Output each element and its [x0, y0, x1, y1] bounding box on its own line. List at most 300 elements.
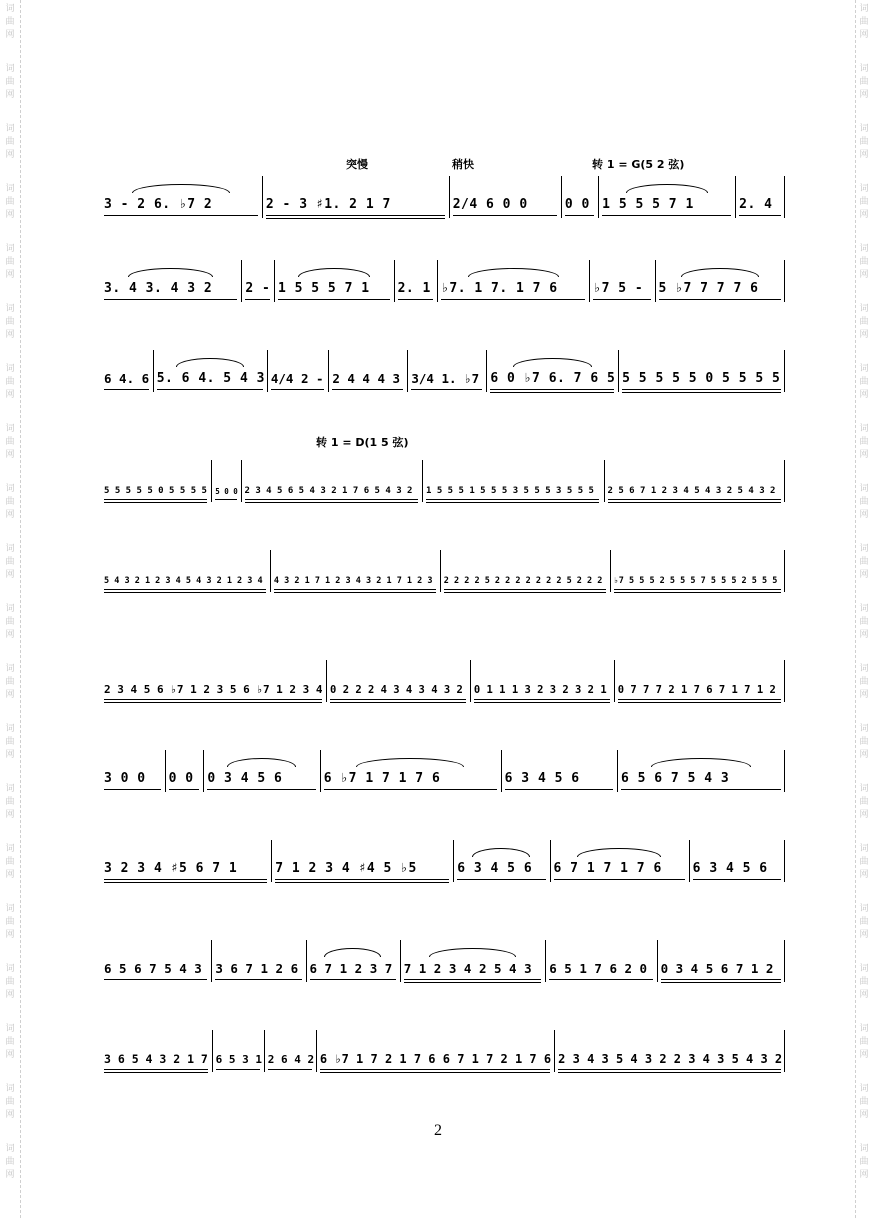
- measure: [422, 450, 603, 510]
- watermark-left-column: [2, 0, 21, 1218]
- beam-line: [441, 299, 585, 300]
- watermark-char: 网: [859, 930, 869, 940]
- measure: [453, 830, 549, 890]
- measure: [100, 830, 271, 890]
- measure-notes: 3. 4 3. 4 3 2: [104, 281, 213, 296]
- watermark-char: 词: [859, 364, 869, 374]
- watermark-char: 词: [859, 424, 869, 434]
- measure: [100, 540, 270, 600]
- measure: [212, 1020, 264, 1080]
- measure: [328, 340, 407, 400]
- watermark-char: 词: [859, 184, 869, 194]
- beam-line: [411, 389, 482, 390]
- measure: [735, 166, 785, 226]
- watermark-char: 词: [859, 604, 869, 614]
- measure-notes: 4/4 2 -: [270, 371, 324, 386]
- beam-line: [275, 879, 449, 880]
- measure-notes: 2. 1: [397, 281, 431, 296]
- measure-notes: 2 2 2 2 5 2 2 2 2 2 2 2 5 2 2 2: [443, 576, 603, 586]
- measure-notes: 2 3 4 5 6 ♭7 1 2 3 5 6 ♭7 1 2 3 4: [104, 683, 323, 696]
- barline: [784, 840, 785, 882]
- slur-arc: [132, 184, 229, 193]
- watermark-char: 曲: [5, 797, 15, 807]
- measure-notes: 0 3 4 5 6: [207, 771, 283, 786]
- measure-notes: 0 2 2 2 4 3 4 3 4 3 2: [330, 684, 463, 696]
- watermark-char: 词: [5, 844, 15, 854]
- beam-line: [271, 389, 324, 390]
- watermark-char: 网: [859, 210, 869, 220]
- slur-arc: [651, 758, 752, 767]
- beam-line: [549, 979, 652, 980]
- watermark-char: 曲: [5, 1157, 15, 1167]
- watermark-char: 曲: [859, 857, 869, 867]
- measure-notes: 2 4 4 4 3: [332, 371, 401, 386]
- watermark-char: 网: [859, 750, 869, 760]
- slur-arc: [472, 848, 530, 857]
- beam-line: [324, 789, 497, 790]
- measure-notes: 6 7 1 7 1 7 6: [553, 861, 662, 876]
- measure-notes: 0 1 1 1 3 2 3 2 3 2 1: [473, 684, 607, 696]
- watermark-char: 网: [5, 150, 15, 160]
- watermark-char: 词: [859, 904, 869, 914]
- watermark-char: 网: [859, 1050, 869, 1060]
- notation-row: [100, 540, 785, 600]
- measure-notes: 1 5 5 5 7 1: [602, 197, 694, 212]
- beam-line-double: [558, 1072, 781, 1073]
- measure: [264, 1020, 316, 1080]
- watermark-char: 曲: [859, 137, 869, 147]
- watermark-char: 网: [859, 330, 869, 340]
- measure-notes: 5. 6 4. 5 4 3: [156, 371, 265, 386]
- watermark-char: 词: [5, 1144, 15, 1154]
- watermark-char: 网: [5, 210, 15, 220]
- measure: [100, 450, 211, 510]
- measure-notes: 2 -: [245, 281, 271, 296]
- beam-line: [215, 499, 236, 500]
- measure: [610, 540, 785, 600]
- measure: [400, 930, 546, 990]
- slur-arc: [324, 948, 381, 957]
- measure: [550, 830, 689, 890]
- watermark-char: 词: [5, 724, 15, 734]
- watermark-char: 词: [5, 1024, 15, 1034]
- beam-line: [215, 979, 301, 980]
- measure-notes: 2 3 4 3 5 4 3 2 2 3 4 3 5 4 3 2: [558, 1052, 783, 1066]
- watermark-char: 曲: [859, 797, 869, 807]
- tempo-mark-sudden-slow: 突慢: [346, 158, 368, 171]
- barline: [784, 260, 785, 302]
- measure: [100, 1020, 212, 1080]
- watermark-char: 词: [5, 484, 15, 494]
- beam-line: [268, 1069, 312, 1070]
- watermark-char: 网: [859, 450, 869, 460]
- beam-line: [104, 699, 322, 700]
- measure-notes: 1 5 5 5 7 1: [277, 281, 370, 296]
- measure-notes: 2 6 4 2: [267, 1053, 315, 1066]
- beam-line: [216, 1069, 260, 1070]
- measure: [614, 650, 785, 710]
- beam-line: [207, 789, 315, 790]
- watermark-char: 词: [5, 424, 15, 434]
- watermark-char: 曲: [5, 77, 15, 87]
- measure-notes: 6 5 6 7 5 4 3: [620, 771, 730, 786]
- measure: [165, 740, 204, 800]
- watermark-char: 词: [859, 724, 869, 734]
- measure-notes: 6 5 3 1: [215, 1053, 263, 1066]
- measure: [100, 166, 262, 226]
- beam-line: [266, 215, 445, 216]
- barline: [784, 1030, 785, 1072]
- measure-notes: ♭7. 1 7. 1 7 6: [441, 281, 558, 296]
- measure-notes: 6 0 ♭7 6. 7 6 5: [490, 371, 616, 386]
- tempo-mark-slightly-faster: 稍快: [452, 158, 474, 171]
- beam-line-double: [104, 1072, 208, 1073]
- measure: [100, 740, 165, 800]
- beam-line: [104, 789, 161, 790]
- measure: [211, 450, 240, 510]
- slur-arc: [227, 758, 297, 767]
- watermark-char: 曲: [5, 497, 15, 507]
- watermark-char: 网: [859, 270, 869, 280]
- beam-line: [398, 299, 433, 300]
- measure: [100, 930, 211, 990]
- watermark-char: 词: [859, 964, 869, 974]
- watermark-char: 网: [5, 1110, 15, 1120]
- measure-notes: 2/4 6 0 0: [452, 197, 528, 212]
- beam-line: [554, 879, 685, 880]
- watermark-char: 曲: [5, 557, 15, 567]
- measure: [407, 340, 486, 400]
- measure-notes: 1 5 5 5 1 5 5 5 3 5 5 5 3 5 5 5: [426, 486, 594, 496]
- measure: [394, 250, 437, 310]
- beam-line: [490, 389, 614, 390]
- measure-notes: 6 7 1 2 3 7: [309, 961, 393, 976]
- beam-line-double: [104, 592, 266, 593]
- notation-row: [100, 740, 785, 800]
- watermark-char: 曲: [859, 1157, 869, 1167]
- measure-notes: 6 3 4 5 6: [692, 861, 768, 876]
- beam-line: [739, 215, 781, 216]
- measure-notes: 6 3 4 5 6: [504, 771, 580, 786]
- watermark-char: 曲: [859, 377, 869, 387]
- measure-notes: 6 ♭7 1 7 2 1 7 6 6 7 1 7 2 1 7 6: [319, 1052, 552, 1066]
- barline: [784, 750, 785, 792]
- watermark-char: 曲: [5, 677, 15, 687]
- beam-line: [453, 215, 557, 216]
- beam-line-double: [426, 502, 599, 503]
- watermark-char: 词: [5, 664, 15, 674]
- measure: [486, 340, 618, 400]
- beam-line: [332, 389, 403, 390]
- watermark-char: 网: [859, 1110, 869, 1120]
- beam-line: [245, 299, 270, 300]
- watermark-char: 词: [5, 784, 15, 794]
- measure: [262, 166, 449, 226]
- measure: [561, 166, 598, 226]
- watermark-char: 网: [5, 450, 15, 460]
- watermark-char: 网: [859, 390, 869, 400]
- measure: [203, 740, 319, 800]
- watermark-char: 词: [859, 64, 869, 74]
- beam-line: [245, 499, 418, 500]
- watermark-char: 词: [859, 784, 869, 794]
- watermark-char: 网: [859, 510, 869, 520]
- beam-line-double: [320, 1072, 550, 1073]
- measure-notes: 2 - 3 ♯1. 2 1 7: [265, 197, 391, 212]
- measure-notes: 5 4 3 2 1 2 3 4 5 4 3 2 1 2 3 4: [104, 576, 263, 586]
- watermark-right-column: [855, 0, 874, 1218]
- beam-line-double: [274, 592, 436, 593]
- watermark-char: 词: [859, 1024, 869, 1034]
- watermark-char: 曲: [859, 317, 869, 327]
- beam-line: [602, 215, 731, 216]
- beam-line: [659, 299, 781, 300]
- watermark-char: 网: [5, 990, 15, 1000]
- watermark-char: 词: [5, 964, 15, 974]
- watermark-char: 词: [859, 244, 869, 254]
- measure: [501, 740, 617, 800]
- watermark-char: 词: [5, 4, 15, 14]
- watermark-char: 网: [859, 690, 869, 700]
- watermark-char: 网: [5, 270, 15, 280]
- watermark-char: 曲: [5, 17, 15, 27]
- beam-line: [444, 589, 606, 590]
- beam-line: [104, 589, 266, 590]
- beam-line-double: [245, 502, 418, 503]
- barline: [784, 660, 785, 702]
- beam-line: [474, 699, 610, 700]
- watermark-char: 词: [5, 124, 15, 134]
- watermark-char: 词: [859, 664, 869, 674]
- beam-line: [593, 299, 650, 300]
- watermark-char: 词: [5, 604, 15, 614]
- measure: [211, 930, 305, 990]
- beam-line-double: [608, 502, 781, 503]
- measure-notes: 3/4 1. ♭7: [411, 371, 480, 386]
- barline: [784, 460, 785, 502]
- watermark-char: 曲: [5, 737, 15, 747]
- watermark-char: 网: [5, 90, 15, 100]
- measure-notes: 0 3 4 5 6 7 1 2: [660, 961, 774, 976]
- measure: [545, 930, 656, 990]
- beam-line: [157, 389, 263, 390]
- watermark-char: 网: [5, 870, 15, 880]
- measure: [100, 650, 326, 710]
- watermark-char: 曲: [859, 917, 869, 927]
- barline: [784, 550, 785, 592]
- watermark-char: 词: [859, 544, 869, 554]
- notation-row: [100, 930, 785, 990]
- watermark-char: 网: [859, 870, 869, 880]
- beam-line: [330, 699, 466, 700]
- measure-notes: 6 5 6 7 5 4 3: [104, 961, 202, 976]
- beam-line-double: [404, 982, 542, 983]
- beam-line: [310, 979, 396, 980]
- watermark-char: 词: [5, 304, 15, 314]
- beam-line-double: [104, 502, 207, 503]
- measure: [440, 540, 610, 600]
- measure: [657, 930, 785, 990]
- watermark-char: 词: [5, 544, 15, 554]
- watermark-char: 曲: [859, 77, 869, 87]
- measure-notes: 0 7 7 7 2 1 7 6 7 1 7 1 2: [617, 684, 776, 696]
- barline: [784, 176, 785, 218]
- measure-notes: ♭7 5 5 5 2 5 5 5 7 5 5 5 2 5 5 5: [613, 576, 778, 586]
- beam-line: [661, 979, 781, 980]
- watermark-char: 网: [859, 30, 869, 40]
- watermark-char: 曲: [859, 557, 869, 567]
- watermark-char: 网: [5, 930, 15, 940]
- beam-line-double: [661, 982, 781, 983]
- watermark-char: 网: [5, 510, 15, 520]
- measure-notes: 5 0 0: [215, 487, 238, 496]
- beam-line: [558, 1069, 781, 1070]
- beam-line-double: [104, 882, 267, 883]
- beam-line: [565, 215, 594, 216]
- key-change-d: 转 1 = D(1 5 弦): [316, 436, 409, 449]
- watermark-char: 词: [859, 484, 869, 494]
- beam-line: [104, 879, 267, 880]
- measure: [617, 740, 785, 800]
- measure: [100, 250, 241, 310]
- watermark-char: 曲: [5, 197, 15, 207]
- measure: [100, 340, 153, 400]
- measure-notes: 5 5 5 5 5 0 5 5 5 5: [622, 371, 781, 386]
- measure: [598, 166, 735, 226]
- watermark-char: 网: [859, 570, 869, 580]
- measure: [271, 830, 453, 890]
- beam-line: [320, 1069, 550, 1070]
- measure: [618, 340, 785, 400]
- measure-notes: 2 5 6 7 1 2 3 4 5 4 3 2 5 4 3 2: [607, 486, 776, 496]
- watermark-char: 曲: [5, 377, 15, 387]
- beam-line: [274, 589, 436, 590]
- measure-notes: 6 3 4 5 6: [457, 861, 533, 876]
- measure-notes: 6 ♭7 1 7 1 7 6: [323, 771, 441, 786]
- measure-notes: 3 2 3 4 ♯5 6 7 1: [104, 861, 238, 876]
- slur-arc: [128, 268, 213, 277]
- watermark-char: 曲: [5, 437, 15, 447]
- watermark-char: 网: [859, 630, 869, 640]
- measure: [316, 1020, 554, 1080]
- slur-arc: [429, 948, 516, 957]
- slur-arc: [577, 848, 660, 857]
- measure: [241, 450, 422, 510]
- slur-arc: [176, 358, 245, 367]
- beam-line: [404, 979, 542, 980]
- measure-notes: 4 3 2 1 7 1 2 3 4 3 2 1 7 1 2 3: [273, 576, 433, 586]
- measure-notes: ♭7 5 -: [593, 281, 644, 296]
- measure: [470, 650, 614, 710]
- slur-arc: [626, 184, 708, 193]
- measure: [306, 930, 400, 990]
- measure-notes: 6 5 1 7 6 2 0: [549, 961, 648, 976]
- watermark-char: 曲: [5, 257, 15, 267]
- notation-row: [100, 830, 785, 890]
- notation-row: [100, 250, 785, 310]
- watermark-char: 网: [5, 690, 15, 700]
- notation-row: [100, 340, 785, 400]
- measure: [326, 650, 470, 710]
- beam-line-double: [330, 702, 466, 703]
- watermark-char: 曲: [5, 917, 15, 927]
- beam-line-double: [104, 702, 322, 703]
- watermark-char: 词: [5, 364, 15, 374]
- watermark-char: 曲: [5, 317, 15, 327]
- beam-line-double: [614, 592, 781, 593]
- beam-line-double: [622, 392, 781, 393]
- watermark-char: 网: [5, 630, 15, 640]
- watermark-char: 曲: [859, 1097, 869, 1107]
- measure-notes: 2 3 4 5 6 5 4 3 2 1 7 6 5 4 3 2: [244, 486, 413, 496]
- watermark-char: 网: [5, 810, 15, 820]
- measure-notes: 5 5 5 5 5 0 5 5 5 5: [104, 486, 207, 496]
- beam-line: [104, 1069, 208, 1070]
- slur-arc: [298, 268, 370, 277]
- watermark-char: 曲: [5, 977, 15, 987]
- measure: [270, 540, 440, 600]
- beam-line: [104, 389, 149, 390]
- watermark-char: 网: [5, 330, 15, 340]
- watermark-char: 网: [5, 1050, 15, 1060]
- measure-notes: 3 - 2 6. ♭7 2: [104, 197, 213, 212]
- watermark-char: 曲: [859, 497, 869, 507]
- slur-arc: [468, 268, 559, 277]
- measure: [589, 250, 654, 310]
- watermark-char: 曲: [859, 617, 869, 627]
- notation-row: [100, 1020, 785, 1080]
- measure-notes: 5 ♭7 7 7 7 6: [658, 281, 759, 296]
- watermark-char: 词: [5, 904, 15, 914]
- watermark-char: 词: [859, 844, 869, 854]
- beam-line-double: [618, 702, 781, 703]
- measure-notes: 7 1 2 3 4 2 5 4 3: [403, 961, 532, 976]
- measure: [554, 1020, 785, 1080]
- watermark-char: 曲: [5, 1037, 15, 1047]
- watermark-char: 网: [859, 1170, 869, 1180]
- watermark-char: 网: [859, 810, 869, 820]
- watermark-char: 曲: [859, 737, 869, 747]
- watermark-char: 词: [5, 244, 15, 254]
- beam-line: [104, 299, 237, 300]
- measure: [604, 450, 785, 510]
- beam-line: [608, 499, 781, 500]
- beam-line: [457, 879, 545, 880]
- beam-line: [426, 499, 599, 500]
- beam-line: [693, 879, 781, 880]
- beam-line-double: [266, 218, 445, 219]
- watermark-char: 词: [5, 1084, 15, 1094]
- watermark-char: 网: [859, 990, 869, 1000]
- watermark-char: 词: [5, 184, 15, 194]
- barline: [784, 350, 785, 392]
- beam-line: [618, 699, 781, 700]
- beam-line-double: [474, 702, 610, 703]
- measure: [689, 830, 785, 890]
- measure-notes: 0 0: [168, 771, 194, 786]
- key-change-g: 转 1 = G(5 2 弦): [592, 158, 685, 171]
- measure: [320, 740, 501, 800]
- watermark-char: 词: [859, 304, 869, 314]
- beam-line: [278, 299, 390, 300]
- watermark-char: 曲: [859, 197, 869, 207]
- measure-notes: 0 0: [564, 197, 590, 212]
- measure: [274, 250, 394, 310]
- watermark-char: 曲: [859, 17, 869, 27]
- beam-line: [169, 789, 200, 790]
- watermark-char: 曲: [859, 257, 869, 267]
- measure-notes: 3 0 0: [104, 771, 146, 786]
